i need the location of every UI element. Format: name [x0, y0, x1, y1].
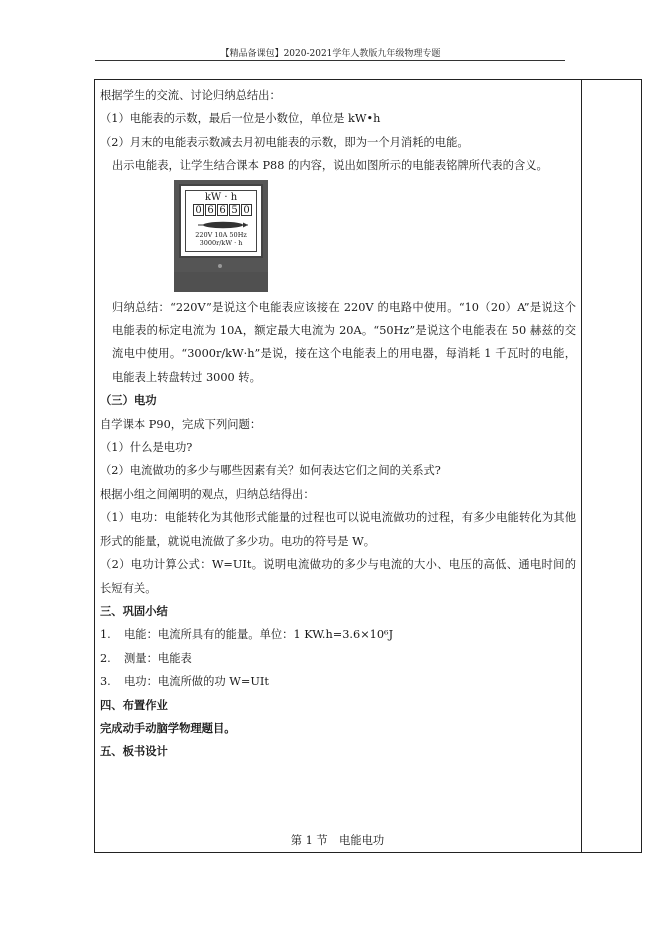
meter-spec-rating: 220V 10A 50Hz: [195, 230, 247, 239]
meter-spec-constant: 3000r/kW · h: [199, 238, 243, 247]
meter-base: [174, 272, 268, 292]
group-conclusion-intro: 根据小组之间阐明的观点，归纳总结得出：: [100, 487, 315, 501]
board-design-title: 第 1 节 电能电功: [290, 834, 385, 847]
meter-face: [179, 184, 263, 258]
self-study-instruction: 自学课本 P90，完成下列问题：: [100, 417, 262, 431]
list-text: 电功：电流所做的功 W=UIt: [124, 675, 269, 689]
heading-review-summary: 三、巩固小结: [100, 603, 168, 618]
electric-meter-image: [174, 180, 268, 292]
electric-meter-figure: [100, 178, 576, 296]
meter-digit: 6: [217, 204, 228, 216]
meter-digits: [193, 204, 253, 216]
summary-intro: 根据学生的交流、讨论归纳总结出：: [100, 89, 281, 102]
heading-board-design: 五、板书设计: [100, 744, 168, 759]
list-number: 2.: [100, 651, 111, 665]
meter-body: [174, 180, 268, 272]
header-rule: [95, 60, 565, 61]
meter-inner-frame: [185, 190, 257, 252]
list-text: 测量：电能表: [124, 651, 192, 665]
show-meter-instruction: 出示电能表，让学生结合课本 P88 的内容，说出如图所示的电能表铭牌所代表的含义。: [112, 159, 548, 173]
meter-unit-label: kW · h: [204, 191, 238, 203]
list-number: 3.: [100, 675, 111, 689]
list-number: 1.: [100, 628, 111, 642]
point-1: （1）电能表的示数，最后一位是小数位，单位是 kW•h: [100, 112, 381, 126]
question-1: （1）什么是电功?: [100, 441, 193, 455]
question-2: （2）电流做功的多少与哪些因素有关？如何表达它们之间的关系式?: [100, 464, 441, 478]
point-2: （2）月末的电能表示数减去月初电能表的示数，即为一个月消耗的电能。: [100, 135, 469, 149]
definition-electric-work: （1）电功：电能转化为其他形式能量的过程也可以说电流做功的过程，有多少电能转化为其他形式的能量，就说电流做了多少功。电功的符号是 W。: [100, 511, 576, 548]
table-column-divider: [581, 79, 582, 853]
section-heading-electric-work: （三）电功: [100, 393, 157, 408]
formula-electric-work: （2）电功计算公式：W=UIt。说明电流做功的多少与电流的大小、电压的高低、通电时间的长短有关。: [100, 558, 576, 595]
meter-summary: 归纳总结：“220V”是说这个电能表应该接在 220V 的电路中使用。“10（20）A”是说这个电能表的标定电流为 10A，额定最大电流为 20A。“50Hz”是说这个电能表在 50 赫兹的交流电中使用。“3000r/kW·h”是说，接在这个电能表上的用电器，每消耗 1 千瓦时的电能，电能表上转盘转过 3000 转。: [112, 300, 576, 384]
list-item: [100, 670, 576, 693]
homework-text: 完成动手动脑学物理题目。: [100, 720, 236, 735]
meter-digit: 0: [193, 204, 204, 216]
meter-digit: 6: [205, 204, 216, 216]
meter-screw: [218, 264, 222, 268]
list-item: [100, 647, 576, 670]
meter-digit: 0: [241, 204, 252, 216]
meter-disc-arrow-icon: [196, 219, 250, 231]
list-item: [100, 623, 576, 646]
heading-homework: 四、布置作业: [100, 697, 168, 712]
meter-digit: 5: [229, 204, 240, 216]
page-header: 【精品备课包】2020-2021学年人教版九年级物理专题: [220, 49, 441, 59]
list-text: 电能：电流所具有的能量。单位：1 KW.h=3.6×10⁶J: [124, 628, 394, 642]
lesson-content: [100, 84, 576, 764]
